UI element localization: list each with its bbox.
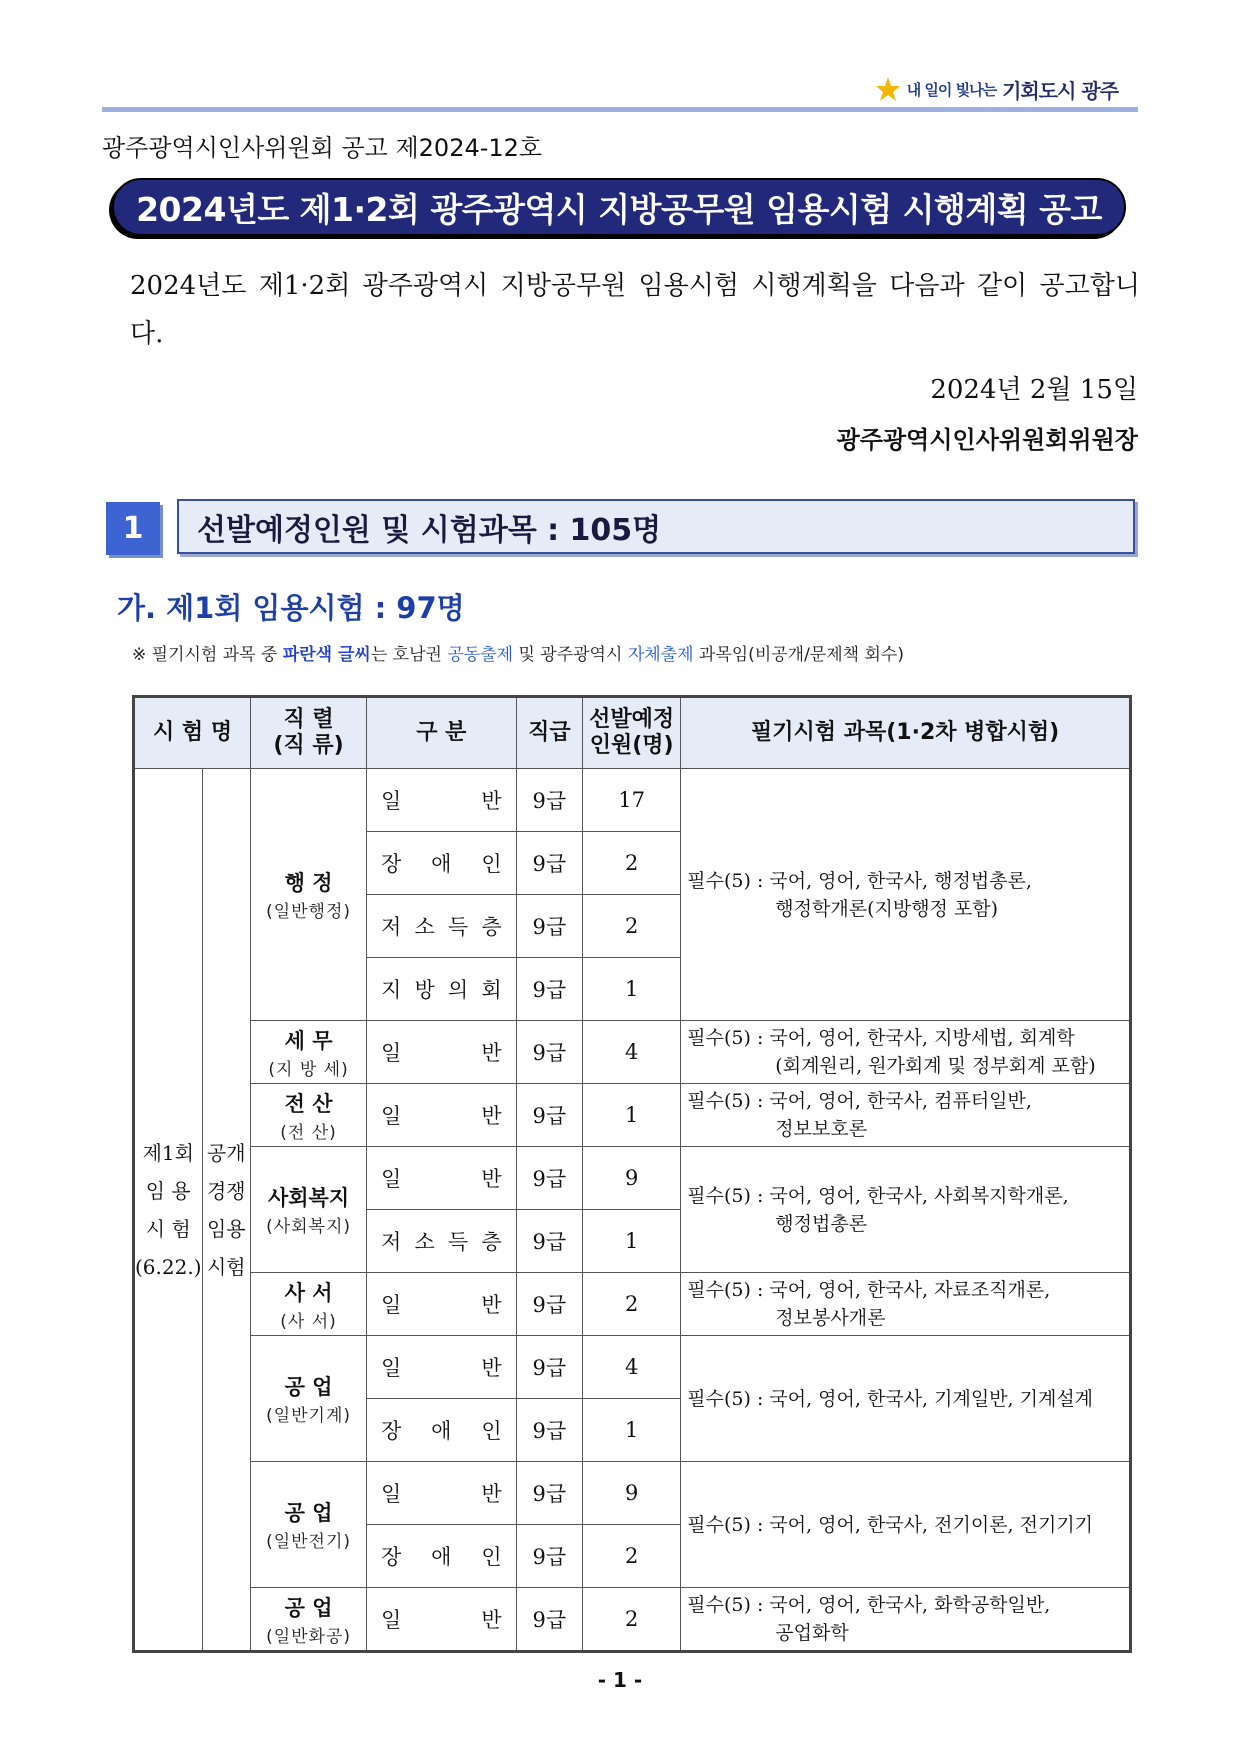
table-row: [134, 1084, 1131, 1147]
job-cell: [251, 1462, 367, 1588]
category-text: 장 애 인: [380, 852, 502, 876]
job-name: 행 정: [284, 871, 333, 895]
note-mid1: 는 호남권: [370, 645, 448, 665]
subjects-line-1: 필수(5) : 국어, 영어, 한국사, 지방세법, 회계학: [687, 1027, 1075, 1049]
category-text: 일 반: [380, 789, 502, 813]
category-cell: [366, 1336, 516, 1399]
notice-signer: 광주광역시인사위원회위원장: [836, 426, 1138, 454]
job-name: 사회복지: [267, 1186, 350, 1210]
grade-cell: 9급: [516, 1210, 582, 1273]
section-number: 1: [106, 502, 160, 555]
subjects-line-2: 행정법총론: [775, 1212, 868, 1235]
table-header-row: [134, 697, 1131, 769]
category-text: 장 애 인: [380, 1545, 502, 1569]
category-cell: [366, 1210, 516, 1273]
exam-kind-cell: 공개 경쟁 임용 시험: [202, 769, 251, 1652]
grade-cell: 9급: [516, 1588, 582, 1652]
quota-cell: 9: [583, 1462, 681, 1525]
job-cell: [251, 1147, 367, 1273]
table-row: [134, 1588, 1131, 1652]
grade-cell: 9급: [516, 769, 582, 832]
subjects-line-1: 필수(5) : 국어, 영어, 한국사, 행정법총론,: [687, 869, 1032, 892]
job-sub: (전 산): [280, 1122, 337, 1143]
quota-cell: 1: [583, 1084, 681, 1147]
grade-cell: 9급: [516, 1525, 582, 1588]
document-title: [112, 178, 1126, 236]
job-sub: (사회복지): [266, 1217, 352, 1237]
category-cell: [366, 832, 516, 895]
document-title-text: 2024년도 제1·2회 광주광역시 지방공무원 임용시험 시행계획 공고: [136, 189, 1102, 229]
category-text: 일 반: [380, 1482, 502, 1506]
page-number: - 1 -: [597, 1668, 643, 1692]
header-job: 직 렬 (직 류): [251, 697, 367, 769]
intro-paragraph: 2024년도 제1·2회 광주광역시 지방공무원 임용시험 시행계획을 다음과 같이 공고합니다.: [130, 271, 1140, 349]
job-sub: (사 서): [280, 1311, 337, 1332]
quota-cell: 4: [583, 1021, 681, 1084]
category-cell: [366, 958, 516, 1021]
category-cell: [366, 1588, 516, 1652]
grade-cell: 9급: [516, 832, 582, 895]
subjects-line-1: 필수(5) : 국어, 영어, 한국사, 화학공학일반,: [687, 1594, 1051, 1616]
job-sub: (일반화공): [266, 1626, 352, 1647]
job-sub: (일반행정): [266, 902, 352, 922]
job-name: 사 서: [284, 1280, 333, 1305]
quota-cell: 2: [583, 1588, 681, 1652]
job-cell: [251, 1084, 367, 1147]
grade-cell: 9급: [516, 1399, 582, 1462]
header-grade: 직급: [516, 697, 582, 769]
header-exam: 시 험 명: [134, 697, 251, 769]
note-joint: 공동출제: [447, 645, 514, 665]
subjects-cell: [681, 1462, 1131, 1588]
category-text: 일 반: [380, 1167, 502, 1191]
note-mid2: 및 광주광역시: [513, 645, 628, 665]
grade-cell: 9급: [516, 1273, 582, 1336]
table-row: [134, 1273, 1131, 1336]
subjects-line-2: 행정학개론(지방행정 포함): [775, 897, 999, 920]
subjects-cell: [681, 1147, 1131, 1273]
logo-slogan: 내 일이 빛나는: [906, 80, 997, 99]
job-sub: (일반전기): [266, 1532, 352, 1552]
city-logo: [875, 72, 1118, 106]
category-text: 일 반: [380, 1041, 502, 1065]
job-name: 공 업: [284, 1501, 333, 1525]
job-sub: (지 방 세): [268, 1059, 349, 1080]
note-suffix: 과목임(비공개/문제책 회수): [693, 645, 904, 665]
subjects-line-1: 필수(5) : 국어, 영어, 한국사, 전기이론, 전기기기: [687, 1513, 1094, 1536]
header-subjects: 필기시험 과목(1·2차 병합시험): [681, 697, 1131, 769]
category-text: 지 방 의 회: [380, 978, 502, 1002]
logo-city-name: 기회도시 광주: [1002, 78, 1118, 103]
subjects-cell: [681, 1588, 1131, 1652]
job-name: 공 업: [284, 1595, 333, 1620]
header-quota: 선발예정 인원(명): [583, 697, 681, 769]
category-text: 일 반: [380, 1356, 502, 1380]
job-cell: [251, 769, 367, 1021]
job-sub: (일반기계): [266, 1406, 352, 1426]
subjects-cell: [681, 1021, 1131, 1084]
grade-cell: 9급: [516, 1021, 582, 1084]
subsection-title: 가. 제1회 임용시험 : 97명: [117, 591, 465, 625]
category-cell: [366, 769, 516, 832]
job-name: 세 무: [284, 1028, 333, 1053]
category-cell: [366, 1084, 516, 1147]
category-text: 일 반: [380, 1293, 502, 1317]
grade-cell: 9급: [516, 958, 582, 1021]
category-text: 일 반: [380, 1608, 502, 1632]
quota-cell: 9: [583, 1147, 681, 1210]
table-row: [134, 1021, 1131, 1084]
category-cell: [366, 1147, 516, 1210]
quota-cell: 2: [583, 1273, 681, 1336]
job-cell: [251, 1021, 367, 1084]
table-row: [134, 769, 1131, 832]
category-cell: [366, 1525, 516, 1588]
subjects-line-2: 정보봉사개론: [775, 1307, 886, 1329]
note-blue-bold: 파란색 글씨: [282, 645, 371, 665]
recruitment-table: [132, 695, 1132, 1653]
exam-name-cell: 제1회 임 용 시 험 (6.22.): [134, 769, 203, 1652]
subjects-cell: [681, 1273, 1131, 1336]
subjects-line-1: 필수(5) : 국어, 영어, 한국사, 컴퓨터일반,: [687, 1090, 1032, 1112]
job-cell: [251, 1588, 367, 1652]
table-row: [134, 1147, 1131, 1210]
grade-cell: 9급: [516, 895, 582, 958]
category-cell: [366, 1273, 516, 1336]
subjects-line-1: 필수(5) : 국어, 영어, 한국사, 사회복지학개론,: [687, 1184, 1069, 1207]
table-row: [134, 1462, 1131, 1525]
category-text: 일 반: [380, 1104, 502, 1128]
category-text: 저 소 득 층: [380, 915, 502, 939]
category-cell: [366, 1462, 516, 1525]
job-cell: [251, 1336, 367, 1462]
header-rule: [102, 107, 1138, 112]
grade-cell: 9급: [516, 1084, 582, 1147]
job-name: 전 산: [284, 1091, 333, 1116]
quota-cell: 4: [583, 1336, 681, 1399]
note-self: 자체출제: [627, 645, 694, 665]
category-text: 장 애 인: [380, 1419, 502, 1443]
subjects-cell: [681, 769, 1131, 1021]
job-cell: [251, 1273, 367, 1336]
section-title-text: 선발예정인원 및 시험과목 : 105명: [197, 512, 662, 548]
quota-cell: 17: [583, 769, 681, 832]
subjects-line-2: 정보보호론: [775, 1118, 868, 1140]
note-prefix: ※ 필기시험 과목 중: [132, 645, 283, 665]
quota-cell: 1: [583, 1210, 681, 1273]
notice-number: 광주광역시인사위원회 공고 제2024-12호: [102, 134, 543, 162]
grade-cell: 9급: [516, 1336, 582, 1399]
quota-cell: 1: [583, 958, 681, 1021]
subjects-line-1: 필수(5) : 국어, 영어, 한국사, 기계일반, 기계설계: [687, 1387, 1094, 1410]
category-cell: [366, 1021, 516, 1084]
subjects-line-1: 필수(5) : 국어, 영어, 한국사, 자료조직개론,: [687, 1279, 1051, 1301]
job-name: 공 업: [284, 1375, 333, 1399]
subjects-cell: [681, 1084, 1131, 1147]
section-title: [177, 499, 1135, 554]
quota-cell: 2: [583, 895, 681, 958]
quota-cell: 2: [583, 1525, 681, 1588]
quota-cell: 2: [583, 832, 681, 895]
grade-cell: 9급: [516, 1462, 582, 1525]
category-cell: [366, 1399, 516, 1462]
subjects-cell: [681, 1336, 1131, 1462]
category-text: 저 소 득 층: [380, 1230, 502, 1254]
subject-note: [132, 640, 904, 665]
star-icon: [875, 76, 901, 102]
subjects-line-2: (회계원리, 원가회계 및 정부회계 포함): [775, 1055, 1096, 1077]
category-cell: [366, 895, 516, 958]
quota-cell: 1: [583, 1399, 681, 1462]
notice-date: 2024년 2월 15일: [930, 375, 1138, 405]
table-row: [134, 1336, 1131, 1399]
header-category: 구 분: [366, 697, 516, 769]
grade-cell: 9급: [516, 1147, 582, 1210]
subjects-line-2: 공업화학: [775, 1622, 849, 1644]
